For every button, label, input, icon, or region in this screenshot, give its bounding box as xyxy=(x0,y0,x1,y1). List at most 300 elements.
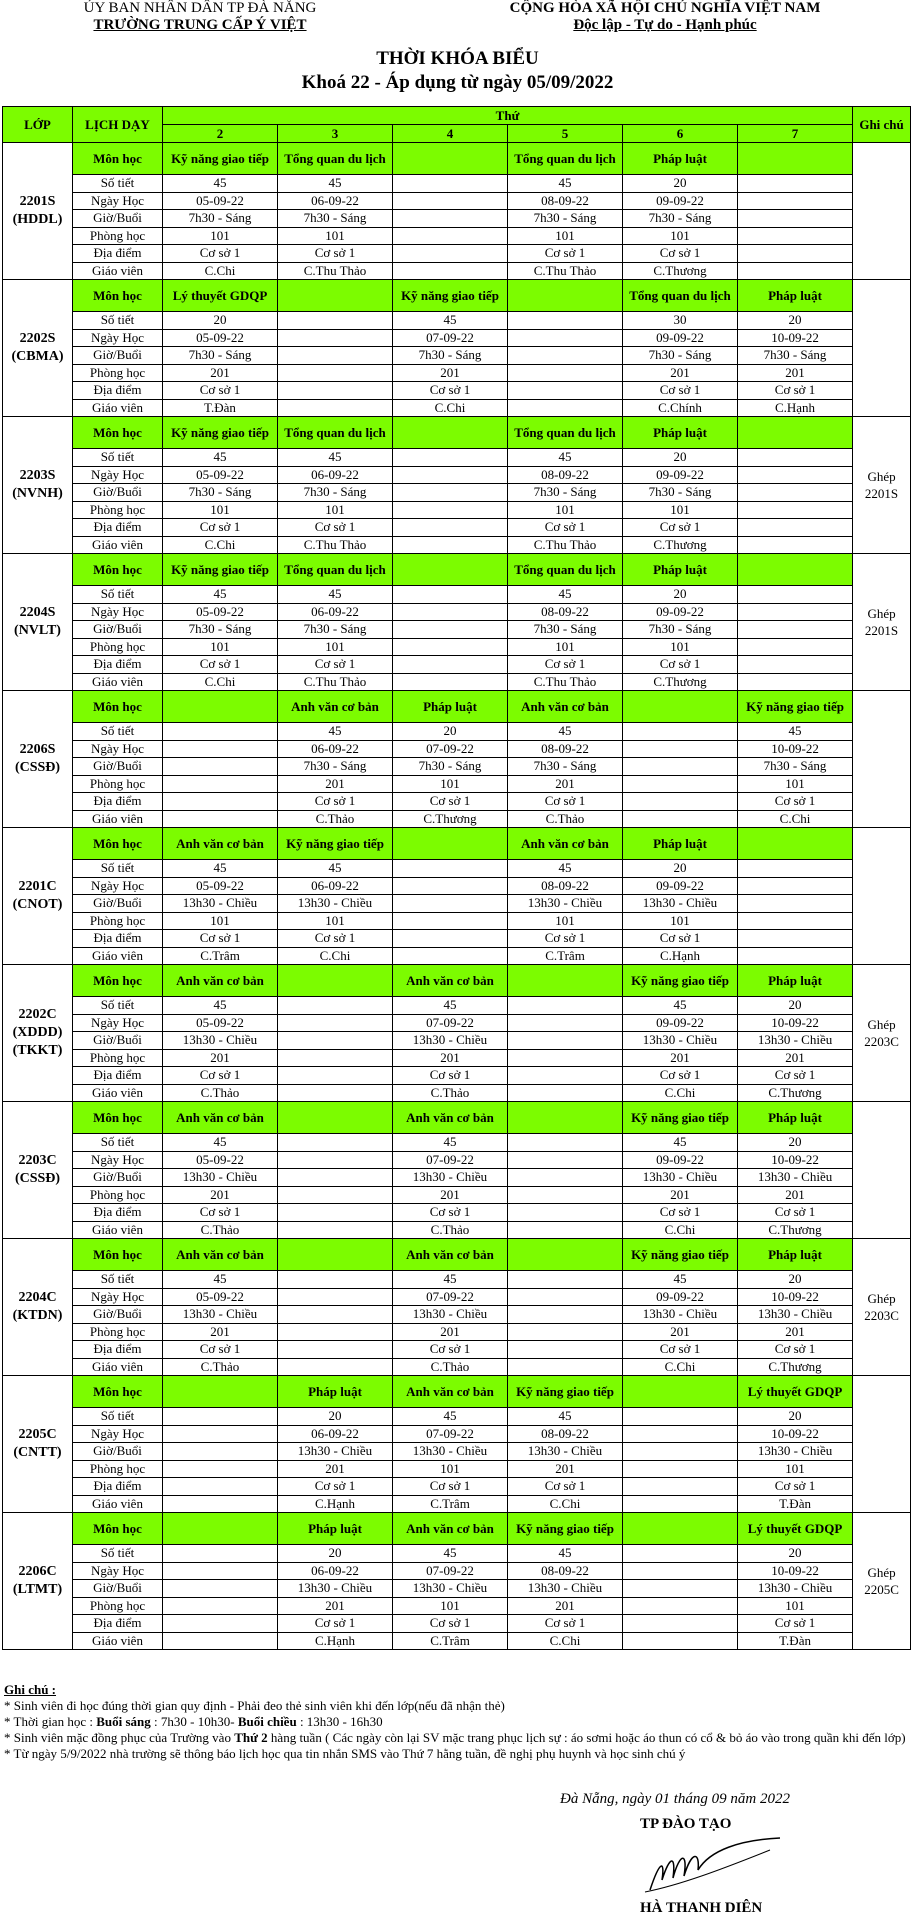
schedule-cell xyxy=(738,603,853,621)
schedule-cell: 05-09-22 xyxy=(163,877,278,895)
schedule-cell: 09-09-22 xyxy=(623,1288,738,1306)
table-row xyxy=(3,1545,911,1563)
schedule-cell xyxy=(278,329,393,347)
schedule-cell: C.Trâm xyxy=(393,1495,508,1513)
schedule-cell: 45 xyxy=(508,586,623,604)
schedule-cell xyxy=(163,810,278,828)
subject-cell: Anh văn cơ bản xyxy=(393,965,508,997)
schedule-cell xyxy=(623,723,738,741)
schedule-cell xyxy=(508,1221,623,1239)
schedule-cell: 45 xyxy=(393,1408,508,1426)
schedule-cell: 10-09-22 xyxy=(738,1151,853,1169)
row-label: Phòng học xyxy=(73,1597,163,1615)
schedule-cell: 45 xyxy=(508,1408,623,1426)
schedule-cell xyxy=(623,1443,738,1461)
class-name: 2206S (CSSĐ) xyxy=(3,691,73,828)
schedule-cell: Cơ sở 1 xyxy=(163,930,278,948)
schedule-cell: 06-09-22 xyxy=(278,877,393,895)
schedule-cell: 101 xyxy=(623,912,738,930)
schedule-cell xyxy=(278,312,393,330)
schedule-cell: 07-09-22 xyxy=(393,740,508,758)
schedule-cell xyxy=(738,466,853,484)
schedule-cell xyxy=(508,399,623,417)
schedule-cell: 101 xyxy=(738,1597,853,1615)
schedule-cell xyxy=(163,793,278,811)
day-header: 3 xyxy=(278,125,393,143)
subject-cell: Tổng quan du lịch xyxy=(278,554,393,586)
row-label: Giáo viên xyxy=(73,810,163,828)
schedule-cell: 201 xyxy=(738,364,853,382)
schedule-cell: Cơ sở 1 xyxy=(508,930,623,948)
subject-cell: Kỹ năng giao tiếp xyxy=(163,554,278,586)
row-label: Môn học xyxy=(73,691,163,723)
schedule-cell: 07-09-22 xyxy=(393,1562,508,1580)
schedule-cell: 101 xyxy=(163,227,278,245)
note-line: * Sinh viên đi học đúng thời gian quy định - Phải đeo thẻ sinh viên khi đến lớp(nếu đã nhận thẻ) xyxy=(4,1698,505,1713)
schedule-cell: 20 xyxy=(738,1134,853,1152)
row-label: Phòng học xyxy=(73,364,163,382)
schedule-cell: 13h30 - Chiều xyxy=(163,1306,278,1324)
notes-section xyxy=(4,1682,909,1762)
table-row xyxy=(3,329,911,347)
schedule-cell: Cơ sở 1 xyxy=(738,1204,853,1222)
subject-cell xyxy=(623,1513,738,1545)
class-name: 2202C (XDDD) (TKKT) xyxy=(3,965,73,1102)
table-row xyxy=(3,621,911,639)
row-label: Môn học xyxy=(73,1102,163,1134)
schedule-cell: 13h30 - Chiều xyxy=(738,1169,853,1187)
subject-cell: Tổng quan du lịch xyxy=(508,554,623,586)
schedule-cell: 10-09-22 xyxy=(738,1288,853,1306)
schedule-cell: T.Đàn xyxy=(163,399,278,417)
schedule-cell: C.Thảo xyxy=(163,1221,278,1239)
subject-cell xyxy=(508,280,623,312)
class-name: 2201C (CNOT) xyxy=(3,828,73,965)
schedule-cell: 08-09-22 xyxy=(508,603,623,621)
subject-cell: Anh văn cơ bản xyxy=(508,828,623,860)
schedule-cell: Cơ sở 1 xyxy=(623,930,738,948)
subject-cell: Tổng quan du lịch xyxy=(278,417,393,449)
subject-cell: Kỹ năng giao tiếp xyxy=(623,965,738,997)
schedule-cell xyxy=(623,1545,738,1563)
subject-cell: Kỹ năng giao tiếp xyxy=(623,1102,738,1134)
table-row xyxy=(3,912,911,930)
schedule-cell: 13h30 - Chiều xyxy=(623,1306,738,1324)
subject-cell: Lý thuyết GDQP xyxy=(738,1513,853,1545)
schedule-cell: Cơ sở 1 xyxy=(163,382,278,400)
schedule-cell xyxy=(623,1632,738,1650)
row-label: Phòng học xyxy=(73,1323,163,1341)
schedule-cell: 201 xyxy=(278,1597,393,1615)
schedule-cell xyxy=(508,1014,623,1032)
row-label: Giờ/Buổi xyxy=(73,1580,163,1598)
schedule-cell xyxy=(163,740,278,758)
schedule-cell: 45 xyxy=(163,175,278,193)
schedule-cell: 7h30 - Sáng xyxy=(163,210,278,228)
schedule-cell xyxy=(278,1288,393,1306)
subject-cell xyxy=(623,691,738,723)
subject-cell: Anh văn cơ bản xyxy=(163,965,278,997)
subject-cell: Tổng quan du lịch xyxy=(623,280,738,312)
row-label: Môn học xyxy=(73,965,163,997)
class-name: 2204S (NVLT) xyxy=(3,554,73,691)
schedule-cell: Cơ sở 1 xyxy=(508,1615,623,1633)
schedule-cell: Cơ sở 1 xyxy=(623,1341,738,1359)
schedule-cell: C.Chi xyxy=(163,262,278,280)
schedule-cell: Cơ sở 1 xyxy=(393,1478,508,1496)
schedule-cell xyxy=(508,312,623,330)
schedule-cell: 201 xyxy=(508,1460,623,1478)
schedule-cell: 20 xyxy=(278,1408,393,1426)
schedule-cell xyxy=(508,1067,623,1085)
signature-image xyxy=(640,1830,790,1900)
schedule-cell: C.Chi xyxy=(623,1358,738,1376)
row-label: Giờ/Buổi xyxy=(73,1306,163,1324)
subject-cell xyxy=(393,143,508,175)
row-label: Số tiết xyxy=(73,449,163,467)
subject-cell: Pháp luật xyxy=(738,280,853,312)
schedule-cell: 45 xyxy=(623,1271,738,1289)
schedule-cell xyxy=(163,1597,278,1615)
subject-cell xyxy=(738,554,853,586)
schedule-cell: 7h30 - Sáng xyxy=(738,758,853,776)
schedule-cell xyxy=(623,810,738,828)
schedule-cell: 7h30 - Sáng xyxy=(278,621,393,639)
schedule-cell: 13h30 - Chiều xyxy=(623,1032,738,1050)
subject-cell: Anh văn cơ bản xyxy=(163,1239,278,1271)
row-label: Địa điểm xyxy=(73,1478,163,1496)
schedule-cell: 09-09-22 xyxy=(623,1151,738,1169)
subject-cell xyxy=(278,280,393,312)
schedule-cell: 7h30 - Sáng xyxy=(508,210,623,228)
table-row xyxy=(3,1580,911,1598)
schedule-cell: 13h30 - Chiều xyxy=(738,1443,853,1461)
schedule-cell: 101 xyxy=(393,1597,508,1615)
table-row xyxy=(3,1151,911,1169)
table-row xyxy=(3,1632,911,1650)
schedule-cell: 13h30 - Chiều xyxy=(738,1306,853,1324)
class-note: Ghép 2201S xyxy=(853,417,911,554)
table-row xyxy=(3,1306,911,1324)
schedule-cell: 101 xyxy=(278,912,393,930)
schedule-cell: 05-09-22 xyxy=(163,466,278,484)
schedule-cell: 7h30 - Sáng xyxy=(623,484,738,502)
schedule-cell: 10-09-22 xyxy=(738,1014,853,1032)
schedule-cell: C.Chi xyxy=(623,1221,738,1239)
schedule-cell: T.Đàn xyxy=(738,1495,853,1513)
schedule-cell xyxy=(393,519,508,537)
table-row xyxy=(3,192,911,210)
schedule-cell xyxy=(278,364,393,382)
table-row xyxy=(3,638,911,656)
schedule-cell: 05-09-22 xyxy=(163,1151,278,1169)
schedule-cell xyxy=(163,1615,278,1633)
schedule-cell: 101 xyxy=(393,775,508,793)
schedule-cell: 07-09-22 xyxy=(393,1014,508,1032)
table-row xyxy=(3,1014,911,1032)
schedule-cell xyxy=(738,484,853,502)
schedule-cell: 08-09-22 xyxy=(508,1562,623,1580)
schedule-cell: C.Hạnh xyxy=(278,1495,393,1513)
schedule-cell: Cơ sở 1 xyxy=(738,382,853,400)
schedule-cell xyxy=(623,775,738,793)
row-label: Số tiết xyxy=(73,175,163,193)
schedule-cell xyxy=(738,586,853,604)
schedule-cell: Cơ sở 1 xyxy=(738,1341,853,1359)
table-row xyxy=(3,930,911,948)
row-label: Địa điểm xyxy=(73,519,163,537)
row-label: Giáo viên xyxy=(73,1084,163,1102)
subject-cell xyxy=(278,1102,393,1134)
schedule-cell: 45 xyxy=(508,175,623,193)
schedule-cell: 7h30 - Sáng xyxy=(278,758,393,776)
schedule-cell: Cơ sở 1 xyxy=(163,1204,278,1222)
row-label: Địa điểm xyxy=(73,1067,163,1085)
schedule-cell xyxy=(623,1495,738,1513)
schedule-cell xyxy=(508,347,623,365)
schedule-cell: 45 xyxy=(278,860,393,878)
schedule-cell: 13h30 - Chiều xyxy=(163,895,278,913)
schedule-cell: Cơ sở 1 xyxy=(623,1067,738,1085)
row-label: Môn học xyxy=(73,554,163,586)
schedule-cell: 10-09-22 xyxy=(738,329,853,347)
table-row xyxy=(3,1239,911,1271)
schedule-cell: 08-09-22 xyxy=(508,1425,623,1443)
schedule-cell: C.Thảo xyxy=(163,1084,278,1102)
schedule-cell xyxy=(623,1478,738,1496)
schedule-cell: 13h30 - Chiều xyxy=(623,1169,738,1187)
schedule-cell: 101 xyxy=(623,501,738,519)
subject-cell: Pháp luật xyxy=(393,691,508,723)
schedule-cell: C.Thảo xyxy=(163,1358,278,1376)
schedule-cell xyxy=(393,536,508,554)
schedule-cell: 101 xyxy=(278,227,393,245)
table-row xyxy=(3,364,911,382)
schedule-cell xyxy=(738,877,853,895)
subject-cell xyxy=(278,965,393,997)
row-label: Phòng học xyxy=(73,1460,163,1478)
schedule-cell xyxy=(738,860,853,878)
subject-cell: Pháp luật xyxy=(623,828,738,860)
schedule-cell: Cơ sở 1 xyxy=(393,1067,508,1085)
table-row xyxy=(3,1102,911,1134)
subject-cell xyxy=(623,1376,738,1408)
row-label: Giáo viên xyxy=(73,262,163,280)
subject-cell: Anh văn cơ bản xyxy=(393,1513,508,1545)
schedule-cell: 101 xyxy=(278,638,393,656)
schedule-cell: 45 xyxy=(393,1134,508,1152)
schedule-cell: 7h30 - Sáng xyxy=(278,484,393,502)
schedule-cell xyxy=(393,895,508,913)
subject-cell: Tổng quan du lịch xyxy=(508,143,623,175)
schedule-cell: 13h30 - Chiều xyxy=(393,1169,508,1187)
table-row xyxy=(3,1425,911,1443)
schedule-cell: Cơ sở 1 xyxy=(508,656,623,674)
subject-cell: Kỹ năng giao tiếp xyxy=(508,1513,623,1545)
schedule-cell: 45 xyxy=(508,860,623,878)
schedule-cell: Cơ sở 1 xyxy=(623,382,738,400)
schedule-cell xyxy=(623,793,738,811)
schedule-cell: 45 xyxy=(278,586,393,604)
schedule-cell: Cơ sở 1 xyxy=(393,1615,508,1633)
schedule-cell xyxy=(738,192,853,210)
row-label: Địa điểm xyxy=(73,1204,163,1222)
schedule-cell xyxy=(738,519,853,537)
col-header-note: Ghi chú xyxy=(853,107,911,143)
row-label: Môn học xyxy=(73,1239,163,1271)
row-label: Giờ/Buổi xyxy=(73,1443,163,1461)
schedule-cell: 101 xyxy=(393,1460,508,1478)
schedule-cell: 201 xyxy=(508,1597,623,1615)
row-label: Giáo viên xyxy=(73,673,163,691)
schedule-cell xyxy=(278,1169,393,1187)
schedule-cell: Cơ sở 1 xyxy=(623,656,738,674)
row-label: Số tiết xyxy=(73,860,163,878)
schedule-cell xyxy=(393,930,508,948)
schedule-cell: C.Thương xyxy=(393,810,508,828)
row-label: Môn học xyxy=(73,417,163,449)
subject-cell xyxy=(508,1239,623,1271)
schedule-cell xyxy=(163,1478,278,1496)
schedule-cell: 13h30 - Chiều xyxy=(393,1306,508,1324)
schedule-cell xyxy=(738,895,853,913)
schedule-cell xyxy=(163,1443,278,1461)
row-label: Ngày Học xyxy=(73,877,163,895)
subject-cell xyxy=(393,554,508,586)
table-row xyxy=(3,1204,911,1222)
schedule-cell xyxy=(508,1151,623,1169)
schedule-cell xyxy=(278,997,393,1015)
page-subtitle: Khoá 22 - Áp dụng từ ngày 05/09/2022 xyxy=(301,72,614,93)
schedule-cell: 20 xyxy=(738,1271,853,1289)
table-row xyxy=(3,793,911,811)
schedule-cell xyxy=(278,1049,393,1067)
schedule-cell: 13h30 - Chiều xyxy=(393,1580,508,1598)
schedule-cell xyxy=(738,449,853,467)
schedule-cell xyxy=(393,877,508,895)
row-label: Ngày Học xyxy=(73,1288,163,1306)
schedule-cell: 09-09-22 xyxy=(623,1014,738,1032)
table-row xyxy=(3,997,911,1015)
header-left xyxy=(40,0,360,34)
page-title: THỜI KHÓA BIỂU xyxy=(376,48,539,69)
schedule-cell xyxy=(393,466,508,484)
table-row xyxy=(3,501,911,519)
schedule-cell: C.Chi xyxy=(163,536,278,554)
table-row xyxy=(3,1032,911,1050)
schedule-cell: 05-09-22 xyxy=(163,192,278,210)
note-line xyxy=(4,1730,909,1746)
schedule-cell xyxy=(393,227,508,245)
schedule-cell xyxy=(393,603,508,621)
table-row xyxy=(3,1495,911,1513)
schedule-cell: 20 xyxy=(738,1545,853,1563)
schedule-cell: Cơ sở 1 xyxy=(393,1341,508,1359)
schedule-cell: 13h30 - Chiều xyxy=(508,1580,623,1598)
schedule-cell xyxy=(393,947,508,965)
day-header: 2 xyxy=(163,125,278,143)
table-row xyxy=(3,1186,911,1204)
schedule-cell: 7h30 - Sáng xyxy=(163,484,278,502)
table-row xyxy=(3,656,911,674)
schedule-cell xyxy=(393,656,508,674)
schedule-cell: 09-09-22 xyxy=(623,603,738,621)
row-label: Môn học xyxy=(73,1376,163,1408)
subject-cell: Pháp luật xyxy=(278,1376,393,1408)
schedule-cell: 45 xyxy=(163,997,278,1015)
class-note: Ghép 2201S xyxy=(853,554,911,691)
schedule-cell: Cơ sở 1 xyxy=(738,793,853,811)
schedule-cell: 13h30 - Chiều xyxy=(623,895,738,913)
schedule-cell: Cơ sở 1 xyxy=(278,519,393,537)
schedule-cell xyxy=(393,175,508,193)
class-name: 2206C (LTMT) xyxy=(3,1513,73,1650)
schedule-cell xyxy=(278,1032,393,1050)
class-note xyxy=(853,828,911,965)
schedule-cell xyxy=(278,1271,393,1289)
table-row xyxy=(3,947,911,965)
schedule-cell: 201 xyxy=(738,1323,853,1341)
schedule-cell xyxy=(278,382,393,400)
schedule-cell xyxy=(393,621,508,639)
schedule-cell: C.Hạnh xyxy=(738,399,853,417)
schedule-cell: C.Thu Thảo xyxy=(278,262,393,280)
row-label: Giáo viên xyxy=(73,1358,163,1376)
schedule-cell: 20 xyxy=(623,449,738,467)
schedule-cell: 7h30 - Sáng xyxy=(163,621,278,639)
schedule-cell: C.Thảo xyxy=(393,1358,508,1376)
schedule-cell: C.Chi xyxy=(508,1495,623,1513)
schedule-cell: 08-09-22 xyxy=(508,877,623,895)
schedule-cell xyxy=(508,1134,623,1152)
issue-date: Đà Nẵng, ngày 01 tháng 09 năm 2022 xyxy=(560,1791,790,1807)
subject-cell: Kỹ năng giao tiếp xyxy=(163,143,278,175)
table-row xyxy=(3,1169,911,1187)
schedule-cell: 20 xyxy=(738,312,853,330)
table-row xyxy=(3,1067,911,1085)
subject-cell xyxy=(738,143,853,175)
table-row xyxy=(3,895,911,913)
schedule-cell xyxy=(278,1358,393,1376)
schedule-cell: C.Thương xyxy=(623,262,738,280)
row-label: Giáo viên xyxy=(73,536,163,554)
row-label: Ngày Học xyxy=(73,1014,163,1032)
schedule-cell xyxy=(278,1221,393,1239)
schedule-cell: 45 xyxy=(278,175,393,193)
schedule-cell: Cơ sở 1 xyxy=(163,519,278,537)
schedule-cell xyxy=(393,192,508,210)
schedule-cell xyxy=(623,1460,738,1478)
row-label: Ngày Học xyxy=(73,329,163,347)
row-label: Ngày Học xyxy=(73,603,163,621)
schedule-cell: T.Đàn xyxy=(738,1632,853,1650)
table-row xyxy=(3,691,911,723)
schedule-cell: Cơ sở 1 xyxy=(278,930,393,948)
schedule-cell: C.Thương xyxy=(738,1084,853,1102)
schedule-cell xyxy=(508,329,623,347)
schedule-cell: 101 xyxy=(163,638,278,656)
schedule-cell: 07-09-22 xyxy=(393,329,508,347)
schedule-cell xyxy=(738,947,853,965)
row-label: Giáo viên xyxy=(73,947,163,965)
row-label: Giờ/Buổi xyxy=(73,895,163,913)
table-row xyxy=(3,519,911,537)
subject-cell xyxy=(393,828,508,860)
schedule-cell xyxy=(623,1425,738,1443)
table-row xyxy=(3,1358,911,1376)
schedule-cell: 45 xyxy=(163,1271,278,1289)
schedule-cell: C.Trâm xyxy=(393,1632,508,1650)
